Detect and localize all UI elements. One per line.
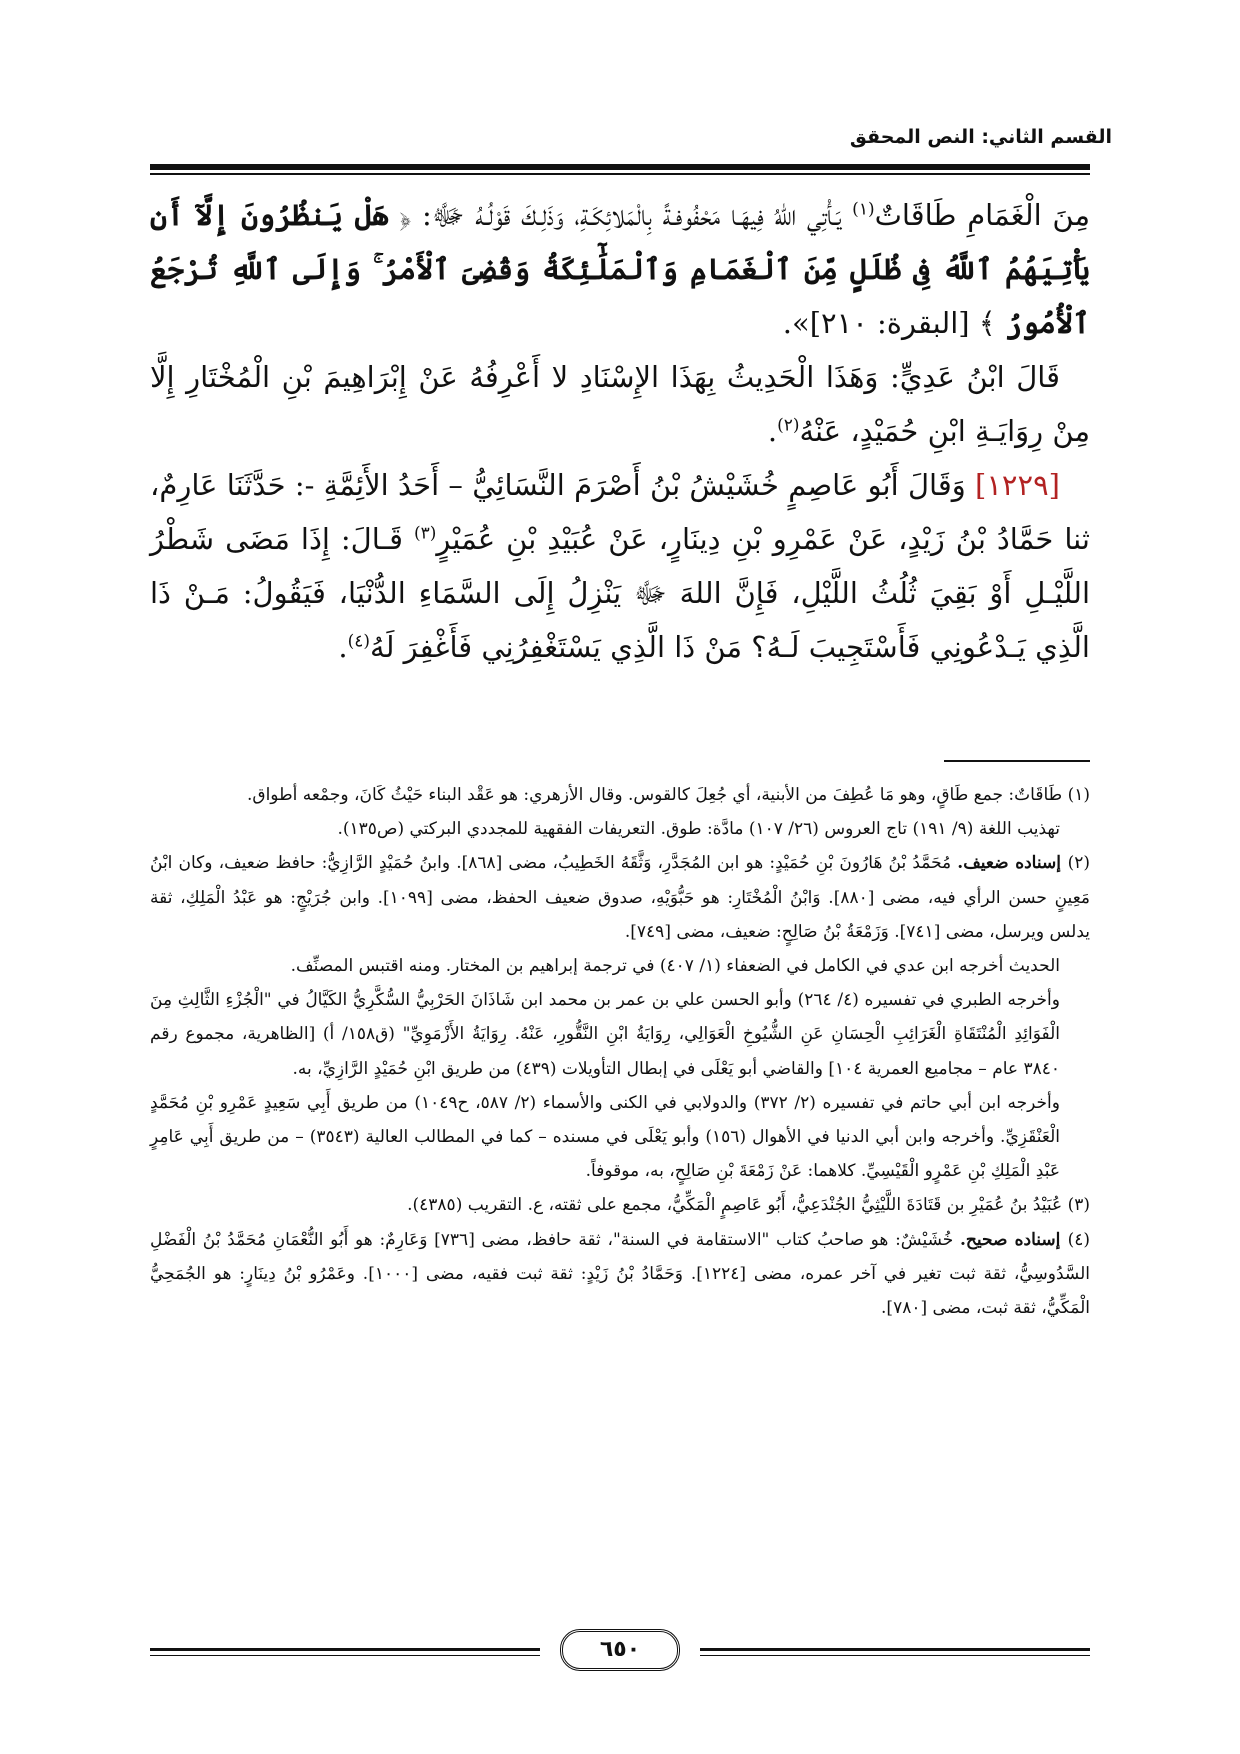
verse-citation: [البقرة: ٢١٠] [809, 306, 970, 340]
footnote-1-sources: تهذيب اللغة (٩/ ١٩١) تاج العروس (٢٦/ ١٠٧) مادَّة: طوق. التعريفات الفقهية للمجددي البركتي (ص١٣٥). [337, 819, 1060, 840]
header-rule-thick [150, 164, 1090, 170]
footer-rule-right [700, 1648, 1090, 1651]
footer-rule-left-thin [150, 1655, 540, 1656]
paragraph-3: [١٢٢٩] وَقَالَ أَبُو عَاصِمٍ خُشَيْشُ بْنُ أَصْرَمَ النَّسَائِيُّ – أَحَدُ الأَئِمَّةِ -: حَدَّثَنَا عَارِمٌ، ثنا حَمَّادُ بْنُ زَيْدٍ، عَنْ عَمْرِو بْنِ دِينَارٍ، عَنْ عُبَيْدِ بْنِ عُمَيْرٍ$^{(٣)}$ قَـالَ: إِذَا مَضَى شَطْرُ اللَّيْـلِ أَوْ بَقِيَ ثُلُثُ اللَّيْلِ، فَإِنَّ اللهَ ﷻ يَنْزِلُ إِلَى السَّمَاءِ الدُّنْيَا، فَيَقُولُ: مَـنْ ذَا الَّذِي يَـدْعُونِي فَأَسْتَجِيبَ لَـهُ؟ مَنْ ذَا الَّذِي يَسْتَغْفِرُنِي فَأَغْفِرَ لَهُ$^{(٤)}$. [150, 468, 1090, 664]
footnote-separator [944, 760, 1090, 762]
footnote-3: (٣) عُبَيْدُ بنُ عُمَيْرِ بن قَتَادَةَ اللَّيْثِيُّ الجُنْدَعِيُّ، أَبُو عَاصِمٍ الْمَكِّيُّ، مجمع على ثقته، ع. التقريب (٤٣٨٥). [407, 1195, 1090, 1216]
main-text [150, 188, 1090, 674]
footnote-1: (١) طَاقَاتٌ: جمع طَاقٍ، وهو مَا عُطِفَ من الأبنية، أي جُعِلَ كالقوس. وقال الأزهري: هو عَقْد البناء حَيْثُ كَانَ، وجمْعه أطواق. [246, 785, 1090, 805]
header-title: القسم الثاني: النص المحقق [849, 126, 1112, 148]
footnote-2-takhrij-2: وأخرجه الطبري في تفسيره (٤/ ٢٦٤) وأبو الحسن علي بن عمر بن محمد ابن شَاذَانَ الحَرْبِيُّ السُّكَّرِيُّ الكَيَّالُ في "الْجُزْءِ الثَّالِثِ مِنَ الْفَوَائِدِ الْمُنْتَقَاةِ الْغَرَائِبِ الْحِسَانِ عَنِ الشُّيُوخِ الْعَوَالِي، رِوَايَةُ ابْنِ النَّقُّورِ، عَنْهُ. رِوَايَةُ الأَزْمَوِيِّ" (ق١٥٨/ أ) [الظاهرية، مجموع رقم ٣٨٤٠ عام – مجاميع العمرية ١٠٤] والقاضي أبو يَعْلَى في إبطال التأويلات (٤٣٩) من طريق ابْنِ حُمَيْدٍ الرَّازِيِّ، به. [150, 990, 1060, 1079]
header-rule-thin [150, 173, 1090, 175]
footnote-4: (٤) إسناده صحيح. خُشَيْشٌ: هو صاحبُ كتاب "الاستقامة في السنة"، ثقة حافظ، مضى [٧٣٦] وَعَارِمٌ: هو أَبُو النُّعْمَانِ مُحَمَّدُ بْنُ الْفَضْلِ السَّدُوسِيُّ، ثقة ثبت تغير في آخر عمره، مضى [١٢٢٤]. وَحَمَّادُ بْنُ زَيْدٍ: ثقة ثبت فقيه، مضى [١٠٠٠]. وعَمْرُو بْنُ دِينَارٍ: هو الجُمَحِيُّ الْمَكِّيُّ، ثقة ثبت، مضى [٧٨٠]. [150, 1229, 1090, 1319]
footnote-2-takhrij-1: الحديث أخرجه ابن عدي في الكامل في الضعفاء (١/ ٤٠٧) في ترجمة إبراهيم بن المختار. ومنه اقتبس المصنِّف. [290, 956, 1060, 977]
paragraph-2: قَالَ ابْنُ عَدِيٍّ: وَهَذَا الْحَدِيثُ بِهَذَا الإِسْنَادِ لا أَعْرِفُهُ عَنْ إِبْرَاهِيمَ بْنِ الْمُخْتَارِ إِلَّا مِنْ رِوَايَـةِ ابْنِ حُمَيْدٍ، عَنْهُ$^{(٢)}$. [150, 360, 1090, 448]
footnote-ref-4[interactable]: (٤) [347, 631, 371, 652]
hadith-number: [١٢٢٩] [975, 468, 1060, 502]
paragraph-1: مِنَ الْغَمَامِ طَاقَاتٌ$^{(١)}$ يَـأْتِي اللهُ فِيهَـا مَحْفُوفـةً بِالْمَلائِكَـةِ، وَذَلِـكَ قَوْلُـهُ ﷻ: ﴿ هَلْ يَنظُرُونَ إِلَّآ أَن يَأْتِيَهُمُ ٱللَّهُ فِى ظُلَلٍ مِّنَ ٱلْغَمَامِ وَٱلْمَلَٰٓئِكَةُ وَقُضِىَ ٱلْأَمْرُ ۚ وَإِلَى ٱللَّهِ تُرْجَعُ ٱلْأُمُورُ ﴾ [البقرة: ٢١٠]». [150, 198, 1090, 340]
footnote-2: (٢) إسناده ضعيف. مُحَمَّدُ بْنُ هَارُونَ بْنِ حُمَيْدٍ: هو ابن المُجَدَّرِ، وَثَّقَهُ الخَطِيبُ، مضى [٨٦٨]. وابنُ حُمَيْدٍ الرَّازِيُّ: حافظ ضعيف، وكان ابْنُ مَعِينٍ حسن الرأي فيه، مضى [٨٨٠]. وَابْنُ الْمُخْتَارِ: هو حَبُّوَيْهِ، صدوق ضعيف الحفظ، مضى [١٠٩٩]. وابن جُرَيْجٍ: هو عَبْدُ الْمَلِكِ، ثقة يدلس ويرسل، مضى [٧٤١]. وَزَمْعَةُ بْنُ صَالِحٍ: ضعيف، مضى [٧٤٩]. [150, 853, 1090, 942]
footnote-2-takhrij-3: وأخرجه ابن أبي حاتم في تفسيره (٢/ ٣٧٢) والدولابي في الكنى والأسماء (٢/ ٥٨٧، ح١٠٤٩) من طريق أَبِي سَعِيدٍ عَمْرِو بْنِ مُحَمَّدٍ الْعَنْقَزِيِّ. وأخرجه وابن أبي الدنيا في الأهوال (١٥٦) وأبو يَعْلَى في مسنده – كما في المطالب العالية (٣٥٤٣) – من طريق أَبِي عَامِرٍ عَبْدِ الْمَلِكِ بْنِ عَمْرٍو الْقَيْسِيِّ. كلاهما: عَنْ زَمْعَةَ بْنِ صَالِحٍ، به، موقوفاً. [150, 1092, 1060, 1182]
quran-verse: هَلْ يَنظُرُونَ إِلَّآ أَن يَأْتِيَهُمُ ٱللَّهُ فِى ظُلَلٍ مِّنَ ٱلْغَمَامِ وَٱلْمَلَٰٓئِكَةُ وَقُضِىَ ٱلْأَمْرُ ۚ وَإِلَى ٱللَّهِ تُرْجَعُ ٱلْأُمُورُ [150, 198, 1090, 340]
footnote-ref-1[interactable]: (١) [852, 199, 875, 220]
footnotes [150, 778, 1090, 1325]
footer-rule-right-thin [700, 1655, 1090, 1656]
footnote-ref-2[interactable]: (٢) [777, 415, 800, 436]
footer-rule-left [150, 1648, 540, 1651]
page-number: ٦٥٠ [560, 1629, 680, 1671]
footnote-ref-3[interactable]: (٣) [413, 523, 437, 544]
